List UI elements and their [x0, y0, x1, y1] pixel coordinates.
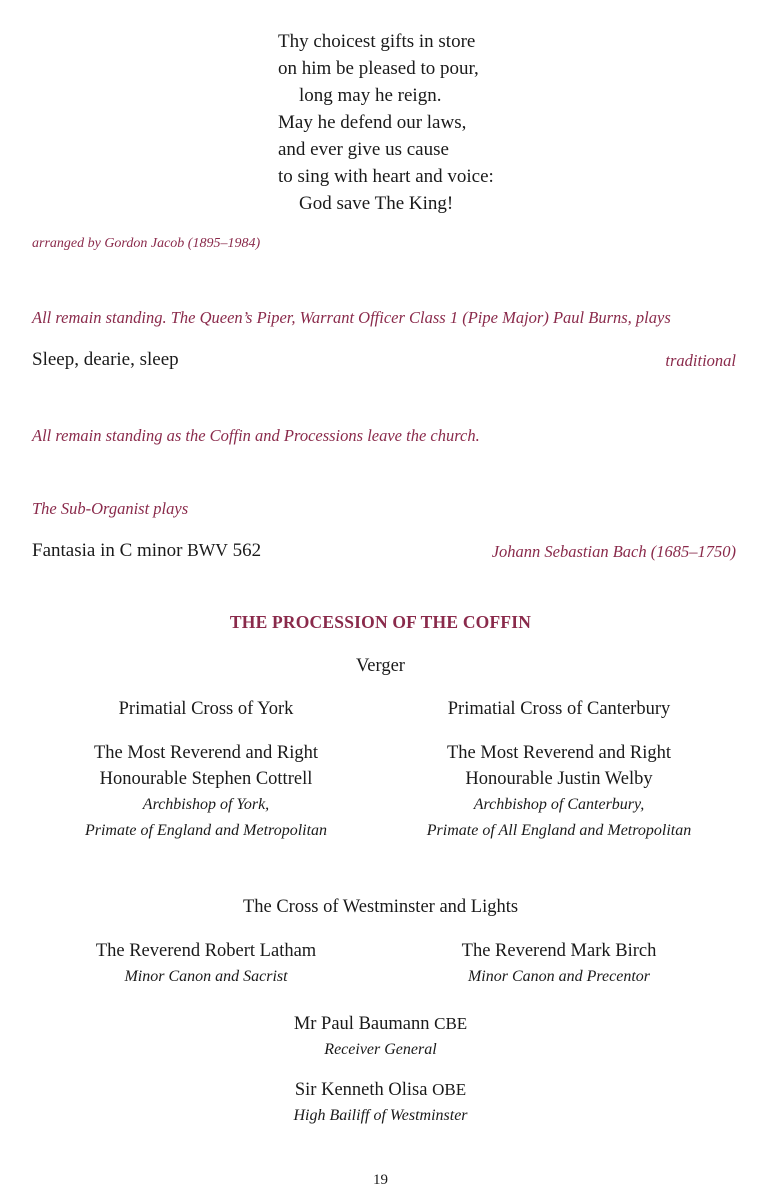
hymn-line: to sing with heart and voice: — [278, 166, 494, 187]
westminster-cross: The Cross of Westminster and Lights — [242, 897, 519, 917]
voluntary-composer: Johann Sebastian Bach (1685–1750) — [491, 542, 736, 561]
archbishop-york-name-line2: Honourable Stephen Cottrell — [99, 769, 313, 789]
page-number: 19 — [373, 1172, 388, 1188]
minor-canon-sacrist — [56, 938, 356, 990]
baumann-name: Mr Paul Baumann — [293, 1014, 430, 1034]
catalogue-number: 562 — [232, 540, 262, 561]
cross-of-canterbury: Primatial Cross of Canterbury — [447, 699, 671, 719]
baumann-role: Receiver General — [324, 1041, 437, 1058]
hymn-line: May he defend our laws, — [278, 112, 467, 133]
receiver-general — [0, 1011, 761, 1063]
olisa-role: High Bailiff of Westminster — [293, 1107, 468, 1124]
archbishop-york-role2: Primate of England and Metropolitan — [84, 822, 328, 839]
archbishop-canterbury-role2: Primate of All England and Metropolitan — [426, 822, 692, 839]
archbishop-york-name-line1: The Most Reverend and Right — [93, 743, 318, 763]
arranger-credit: arranged by Gordon Jacob (1895–1984) — [32, 236, 261, 251]
verger: Verger — [356, 656, 405, 676]
hymn-line: long may he reign. — [299, 85, 442, 106]
voluntary-piece-title — [32, 540, 261, 562]
archbishop-york-role1: Archbishop of York, — [142, 796, 270, 813]
piper-rubric: All remain standing. The Queen’s Piper, Warrant Officer Class 1 (Pipe Major) Paul Burns, plays — [32, 308, 671, 327]
hymn-line: on him be pleased to pour, — [278, 58, 479, 79]
archbishop-canterbury — [393, 740, 725, 844]
cross-of-york: Primatial Cross of York — [118, 699, 294, 719]
procession-heading: THE PROCESSION OF THE COFFIN — [229, 612, 532, 632]
archbishop-canterbury-name-line1: The Most Reverend and Right — [446, 743, 671, 763]
olisa-honour: OBE — [432, 1080, 467, 1099]
high-bailiff — [0, 1077, 761, 1129]
hymn-line: and ever give us cause — [278, 139, 449, 160]
archbishop-york — [40, 740, 372, 844]
baumann-honour: CBE — [434, 1014, 468, 1033]
hymn-line: God save The King! — [299, 193, 454, 214]
voluntary-rubric: The Sub-Organist plays — [32, 499, 189, 518]
olisa-name: Sir Kenneth Olisa — [294, 1080, 428, 1100]
archbishop-canterbury-role1: Archbishop of Canterbury, — [473, 796, 645, 813]
piper-piece-composer: traditional — [665, 351, 736, 370]
catalogue-prefix: BWV — [187, 540, 228, 560]
hymn-line: Thy choicest gifts in store — [278, 31, 476, 52]
piper-piece-title: Sleep, dearie, sleep — [32, 349, 179, 370]
latham-name: The Reverend Robert Latham — [95, 941, 317, 961]
voluntary-piece-name: Fantasia in C minor — [32, 540, 183, 561]
departure-rubric: All remain standing as the Coffin and Processions leave the church. — [32, 426, 480, 445]
birch-name: The Reverend Mark Birch — [461, 941, 657, 961]
archbishop-canterbury-name-line2: Honourable Justin Welby — [465, 769, 653, 789]
birch-role: Minor Canon and Precentor — [467, 968, 651, 985]
hymn-verse — [278, 28, 494, 217]
latham-role: Minor Canon and Sacrist — [124, 968, 288, 985]
minor-canon-precentor — [409, 938, 709, 990]
